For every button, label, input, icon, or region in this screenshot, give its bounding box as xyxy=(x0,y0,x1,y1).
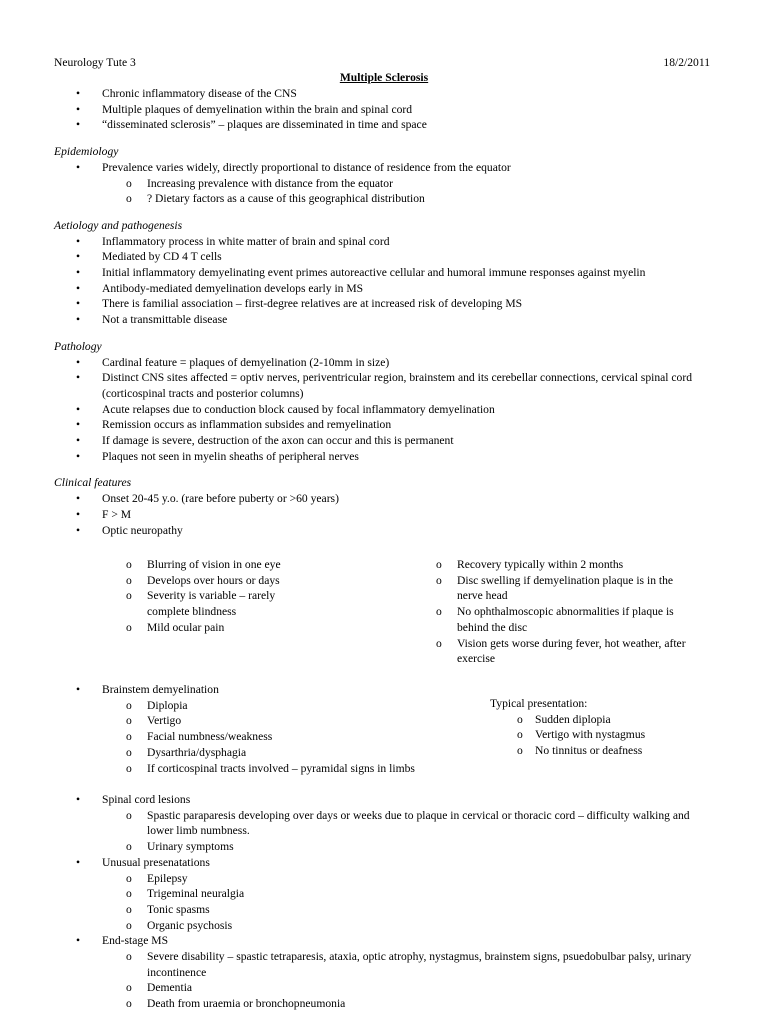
aetiology-list xyxy=(54,234,714,328)
sub-list-item: o Recovery typically within 2 months xyxy=(412,557,687,573)
notes-body-top xyxy=(54,86,714,538)
typical-presentation-label: Typical presentation: xyxy=(490,697,588,710)
sub-list-item: o If corticospinal tracts involved – pyramidal signs in limbs xyxy=(54,761,714,777)
list-item: • Plaques not seen in myelin sheaths of peripheral nerves xyxy=(54,449,714,465)
list-item: • Cardinal feature = plaques of demyelination (2-10mm in size) xyxy=(54,355,714,371)
section-heading-pathology: Pathology xyxy=(54,339,102,353)
sub-list-item: o Dysarthria/dysphagia xyxy=(54,745,714,761)
optic-columns xyxy=(54,557,714,667)
section-heading-clinical: Clinical features xyxy=(54,476,132,490)
sub-list-item: o Trigeminal neuralgia xyxy=(54,886,714,902)
brainstem-section xyxy=(54,682,714,775)
sub-list-item: o Develops over hours or days xyxy=(54,573,307,589)
clinical-list xyxy=(54,491,714,538)
sub-list-item: o Epilepsy xyxy=(54,871,714,887)
sub-list-item: o Vision gets worse during fever, hot weather, after exercise xyxy=(412,636,707,667)
list-item: • End-stage MS xyxy=(54,933,714,949)
sub-list-item: o ? Dietary factors as a cause of this geographical distribution xyxy=(54,191,714,207)
sub-list-item: o Organic psychosis xyxy=(54,918,714,934)
list-item: • Inflammatory process in white matter of brain and spinal cord xyxy=(54,234,714,250)
page-title: Multiple Sclerosis xyxy=(339,71,429,84)
sub-list-item: o Facial numbness/weakness xyxy=(54,729,714,745)
list-item: • If damage is severe, destruction of the axon can occur and this is permanent xyxy=(54,433,714,449)
list-item: • “disseminated sclerosis” – plaques are disseminated in time and space xyxy=(54,117,714,133)
list-item: • Not a transmittable disease xyxy=(54,312,714,328)
sub-list-item: o Death from uraemia or bronchopneumonia xyxy=(54,996,714,1012)
list-item: • Prevalence varies widely, directly proportional to distance of residence from the equator xyxy=(54,160,714,176)
section-heading-epidemiology: Epidemiology xyxy=(54,145,119,159)
sub-list-item: o Mild ocular pain xyxy=(54,620,307,636)
list-item: • Unusual presenatations xyxy=(54,855,714,871)
notes-body-bottom xyxy=(54,792,714,1012)
sub-list-item: o Urinary symptoms xyxy=(54,839,714,855)
list-item: • Remission occurs as inflammation subsides and remyelination xyxy=(54,417,714,433)
sub-list-item: o Severe disability – spastic tetraparesis, ataxia, optic atrophy, nystagmus, brainstem signs, psuedobulbar palsy, urinary incontinence xyxy=(54,949,714,980)
section-heading-aetiology: Aetiology and pathogenesis xyxy=(54,218,183,232)
epidemiology-list xyxy=(54,160,714,207)
optic-left-column xyxy=(54,557,344,636)
sub-list-item: o No ophthalmoscopic abnormalities if plaque is behind the disc xyxy=(412,604,687,635)
sub-list-item: o Diplopia xyxy=(54,698,714,714)
list-item: • There is familial association – first-degree relatives are at increased risk of developing MS xyxy=(54,296,714,312)
typical-presentation xyxy=(490,696,730,759)
list-item: • Multiple plaques of demyelination within the brain and spinal cord xyxy=(54,102,714,118)
sub-list-item: o Disc swelling if demyelination plaque is in the nerve head xyxy=(412,573,687,604)
sub-list-item: o Increasing prevalence with distance from the equator xyxy=(54,176,714,192)
sub-list-item: o Severity is variable – rarely complete blindness xyxy=(54,588,317,619)
intro-list xyxy=(54,86,714,133)
sub-list-item: o Dementia xyxy=(54,980,714,996)
list-item: • Brainstem demyelination xyxy=(54,682,714,698)
list-item: • F > M xyxy=(54,507,714,523)
sub-list-item: o Vertigo with nystagmus xyxy=(490,727,730,743)
sub-list-item: o Vertigo xyxy=(54,713,714,729)
list-item: • Spinal cord lesions xyxy=(54,792,714,808)
spinal-list xyxy=(54,792,714,1012)
sub-list-item: o Spastic paraparesis developing over days or weeks due to plaque in cervical or thoracic cord – difficulty walking and lower limb numbness. xyxy=(54,808,714,839)
sub-list-item: o Sudden diplopia xyxy=(490,712,730,728)
list-item: • Acute relapses due to conduction block caused by focal inflammatory demyelination xyxy=(54,402,714,418)
pathology-list xyxy=(54,355,714,465)
list-item: • Onset 20-45 y.o. (rare before puberty or >60 years) xyxy=(54,491,714,507)
header-date: 18/2/2011 xyxy=(663,56,710,69)
list-item: • Chronic inflammatory disease of the CNS xyxy=(54,86,714,102)
list-item: • Mediated by CD 4 T cells xyxy=(54,249,714,265)
list-item: • Initial inflammatory demyelinating event primes autoreactive cellular and humoral immune responses against myelin xyxy=(54,265,714,281)
header-course: Neurology Tute 3 xyxy=(54,56,136,69)
sub-list-item: o Blurring of vision in one eye xyxy=(54,557,307,573)
sub-list-item: o Tonic spasms xyxy=(54,902,714,918)
sub-list-item: o No tinnitus or deafness xyxy=(490,743,730,759)
list-item: • Distinct CNS sites affected = optiv nerves, periventricular region, brainstem and its cerebellar connections, cervical spinal cord (corticospinal tracts and posterior columns) xyxy=(54,370,714,401)
optic-right-column xyxy=(412,557,712,667)
list-item: • Optic neuropathy xyxy=(54,523,714,539)
list-item: • Antibody-mediated demyelination develops early in MS xyxy=(54,281,714,297)
